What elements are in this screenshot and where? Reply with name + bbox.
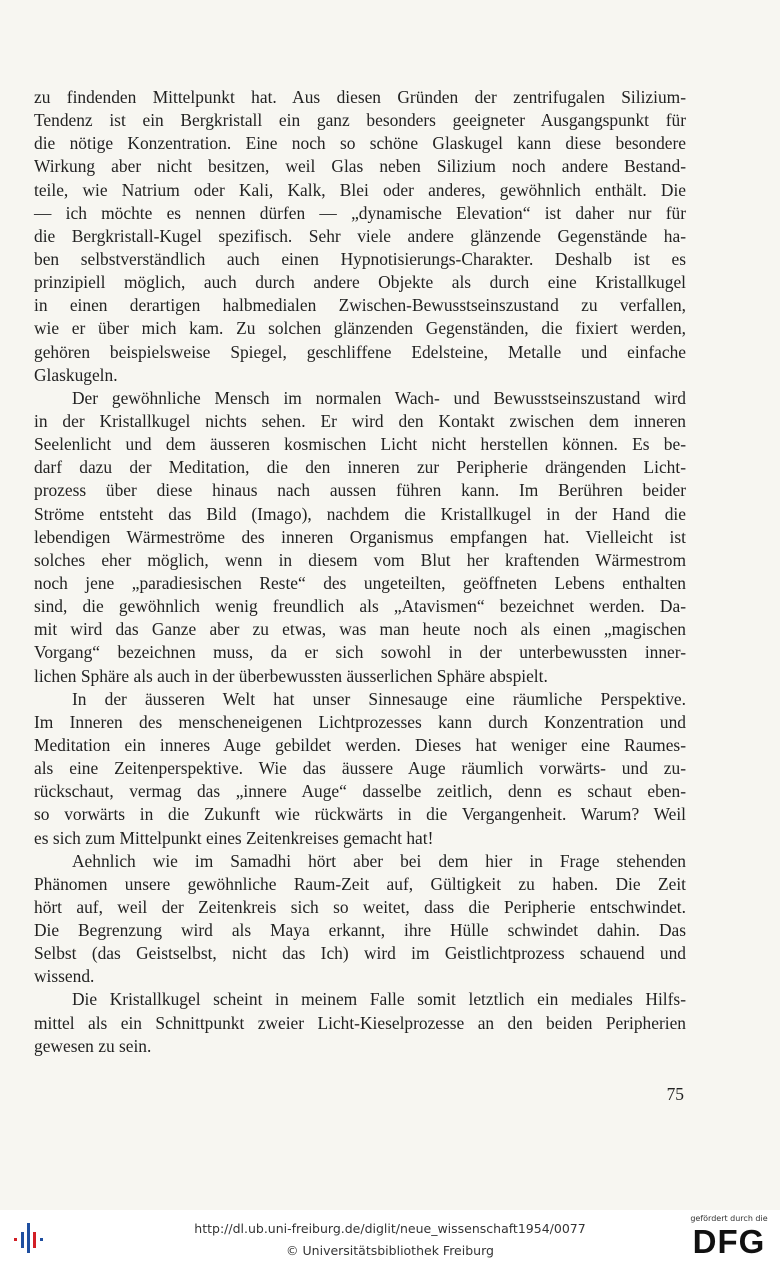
text-line: Phänomen unsere gewöhnliche Raum-Zeit auf, Gültigkeit zu haben. Die Zeit — [34, 873, 686, 894]
text-line: in einen derartigen halbmedialen Zwischen-Bewusstseinszustand zu verfallen, — [34, 295, 686, 316]
logo-bar-blue-3 — [40, 1238, 43, 1241]
text-line: Selbst (das Geistselbst, nicht das Ich) wird im Geistlichtprozess schauend und — [34, 943, 686, 964]
text-line: Wirkung aber nicht besitzen, weil Glas neben Silizium noch andere Bestand- — [34, 156, 686, 177]
text-line: Tendenz ist ein Bergkristall ein ganz besonders geeigneter Ausgangspunkt für — [34, 110, 686, 131]
text-line: wissend. — [34, 966, 95, 987]
text-line: — ich möchte es nennen dürfen — „dynamische Elevation“ ist daher nur für — [34, 202, 686, 223]
page-number: 75 — [666, 1084, 684, 1104]
text-line: mittel als ein Schnittpunkt zweier Licht-Kieselprozesse an den beiden Peripherien — [34, 1012, 686, 1033]
text-line: Vorgang“ bezeichnen muss, da er sich sowohl in der unterbewussten inner- — [34, 642, 686, 663]
text-line: darf dazu der Meditation, die den inneren zur Peripherie drängenden Licht- — [34, 457, 686, 478]
text-line: In der äusseren Welt hat unser Sinnesauge eine räumliche Perspektive. — [72, 688, 686, 709]
text-line: Glaskugeln. — [34, 364, 118, 385]
text-line: gehören beispielsweise Spiegel, geschliffene Edelsteine, Metalle und einfache — [34, 341, 686, 362]
text-line: Seelenlicht und dem äusseren kosmischen Licht nicht herstellen können. Es be- — [34, 434, 686, 455]
text-line: solches eher möglich, wenn in diesem vom Blut her kraftenden Wärmestrom — [34, 549, 686, 570]
text-line: die nötige Konzentration. Eine noch so schöne Glaskugel kann diese besondere — [34, 133, 686, 154]
text-line: Die Kristallkugel scheint in meinem Falle somit letztlich ein mediales Hilfs- — [72, 989, 686, 1010]
text-line: in der Kristallkugel nichts sehen. Er wird den Kontakt zwischen dem inneren — [34, 410, 686, 431]
text-line: wie er über mich kam. Zu solchen glänzenden Gegenständen, die fixiert werden, — [34, 318, 686, 339]
text-line: Die Begrenzung wird als Maya erkannt, ihre Hülle schwindet dahin. Das — [34, 920, 686, 941]
text-line: hört auf, weil der Zeitenkreis sich so weitet, dass die Peripherie entschwindet. — [34, 896, 686, 917]
source-url-link[interactable]: http://dl.ub.uni-freiburg.de/diglit/neue_wissenschaft1954/0077 — [194, 1221, 586, 1236]
text-line: noch jene „paradiesischen Reste“ des ungeteilten, geöffneten Lebens enthalten — [34, 572, 686, 593]
text-line: gewesen zu sein. — [34, 1035, 152, 1056]
text-line: so vorwärts in die Zukunft wie rückwärts in die Vergangenheit. Warum? Weil — [34, 804, 686, 825]
logo-bar-red-1 — [14, 1238, 17, 1241]
text-line: prozess über diese hinaus nach aussen führen kann. Im Berühren beider — [34, 480, 686, 501]
body-text — [34, 86, 686, 1058]
text-line: Aehnlich wie im Samadhi hört aber bei dem hier in Frage stehenden — [72, 850, 686, 871]
text-line: Ströme entsteht das Bild (Imago), nachdem die Kristallkugel in der Hand die — [34, 503, 686, 524]
text-line: zu findenden Mittelpunkt hat. Aus diesen Gründen der zentrifugalen Silizium- — [34, 87, 686, 107]
text-line: ben selbstverständlich auch einen Hypnotisierungs-Charakter. Deshalb ist es — [34, 248, 686, 269]
dfg-caption: gefördert durch die — [690, 1214, 768, 1223]
text-line: die Bergkristall-Kugel spezifisch. Sehr viele andere glänzende Gegenstände ha- — [34, 225, 686, 246]
text-line: Meditation ein inneres Auge gebildet werden. Dieses hat weniger eine Raumes- — [34, 734, 686, 755]
text-line: mit wird das Ganze aber zu etwas, was man heute noch als einen „magischen — [34, 619, 686, 640]
text-line: lichen Sphäre als auch in der überbewussten äusserlichen Sphäre abspielt. — [34, 665, 548, 686]
text-line: teile, wie Natrium oder Kali, Kalk, Blei oder anderes, gewöhnlich enthält. Die — [34, 179, 686, 200]
text-line: Der gewöhnliche Mensch im normalen Wach- und Bewusstseinszustand wird — [72, 387, 686, 408]
copyright-notice: © Universitätsbibliothek Freiburg — [286, 1243, 494, 1258]
text-line: sind, die gewöhnlich wenig freundlich als „Atavismen“ bezeichnet werden. Da- — [34, 596, 686, 617]
dfg-logo-text: DFG — [692, 1223, 766, 1257]
text-line: Im Inneren des menscheneigenen Lichtprozesses kann durch Konzentration und — [34, 711, 686, 732]
text-line: rückschaut, vermag das „innere Auge“ dasselbe zeitlich, denn es schaut eben- — [34, 781, 686, 802]
dfg-logo-icon — [686, 1223, 772, 1257]
dfg-funding-logo — [686, 1214, 772, 1260]
text-line: als eine Zeitenperspektive. Wie das äussere Auge räumlich vorwärts- und zu- — [34, 758, 686, 779]
text-line: es sich zum Mittelpunkt eines Zeitenkreises gemacht hat! — [34, 827, 434, 848]
text-line: lebendigen Wärmeströme des inneren Organismus empfangen hat. Vielleicht ist — [34, 526, 686, 547]
text-line: prinzipiell möglich, auch durch andere Objekte als durch eine Kristallkugel — [34, 272, 686, 293]
